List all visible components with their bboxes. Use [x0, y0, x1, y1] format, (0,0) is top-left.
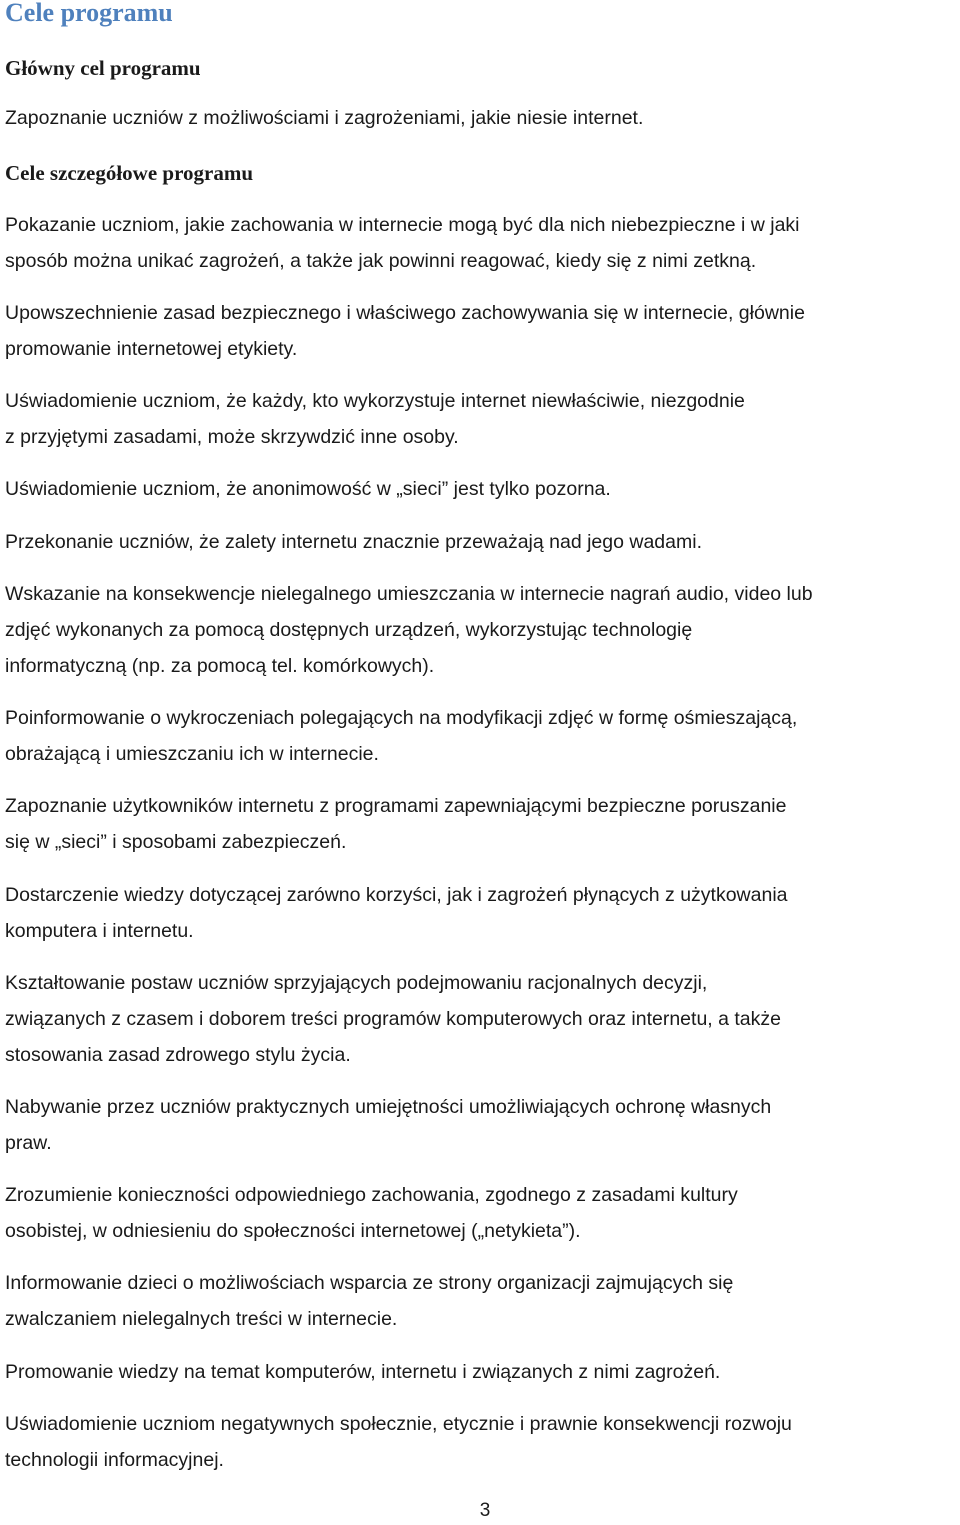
goal-item-2: Upowszechnienie zasad bezpiecznego i właściwego zachowywania się w internecie, głównie promowanie internetowej etykiety. — [5, 302, 805, 360]
goal-item-15: Uświadomienie uczniom negatywnych społecznie, etycznie i prawnie konsekwencji rozwoju technologii informacyjnej. — [5, 1413, 792, 1471]
goal-item-9: Dostarczenie wiedzy dotyczącej zarówno korzyści, jak i zagrożeń płynących z użytkowania komputera i internetu. — [5, 884, 788, 942]
goal-item-11: Nabywanie przez uczniów praktycznych umiejętności umożliwiających ochronę własnych praw. — [5, 1096, 772, 1154]
goal-item-4: Uświadomienie uczniom, że anonimowość w „sieci” jest tylko pozorna. — [5, 478, 611, 500]
goal-item-1: Pokazanie uczniom, jakie zachowania w internecie mogą być dla nich niebezpieczne i w jaki sposób można unikać zagrożeń, a także jak powinni reagować, kiedy się z nimi zetkną. — [5, 214, 800, 272]
goal-item-7: Poinformowanie o wykroczeniach polegających na modyfikacji zdjęć w formę ośmieszającą, obrażającą i umieszczaniu ich w internecie. — [5, 707, 798, 765]
goal-item-5: Przekonanie uczniów, że zalety internetu znacznie przeważają nad jego wadami. — [5, 531, 702, 553]
goal-item-6: Wskazanie na konsekwencje nielegalnego umieszczania w internecie nagrań audio, video lub zdjęć wykonanych za pomocą dostępnych urządzeń, wykorzystując technologię informatyczną (np. za pomocą tel. komórkowych). — [5, 583, 813, 677]
goal-item-8: Zapoznanie użytkowników internetu z programami zapewniającymi bezpieczne poruszanie się w „sieci” i sposobami zabezpieczeń. — [5, 795, 787, 853]
goal-item-12: Zrozumienie konieczności odpowiedniego zachowania, zgodnego z zasadami kultury osobistej, w odniesieniu do społeczności internetowej („netykieta”). — [5, 1184, 738, 1242]
page-title: Cele programu — [5, 0, 173, 27]
specific-goals-heading: Cele szczegółowe programu — [5, 161, 254, 185]
page-number: 3 — [479, 1500, 491, 1521]
goal-item-13: Informowanie dzieci o możliwościach wsparcia ze strony organizacji zajmujących się zwalczaniem nielegalnych treści w internecie. — [5, 1272, 734, 1330]
goal-item-14: Promowanie wiedzy na temat komputerów, internetu i związanych z nimi zagrożeń. — [5, 1361, 721, 1383]
goal-item-3: Uświadomienie uczniom, że każdy, kto wykorzystuje internet niewłaściwie, niezgodnie z przyjętymi zasadami, może skrzywdzić inne osoby. — [5, 390, 745, 448]
main-goal-heading: Główny cel programu — [5, 56, 201, 80]
main-goal-text: Zapoznanie uczniów z możliwościami i zagrożeniami, jakie niesie internet. — [5, 107, 644, 129]
goal-item-10: Kształtowanie postaw uczniów sprzyjających podejmowaniu racjonalnych decyzji, związanych z czasem i doborem treści programów komputerowych oraz internetu, a także stosowania zasad zdrowego stylu życia. — [5, 972, 781, 1066]
